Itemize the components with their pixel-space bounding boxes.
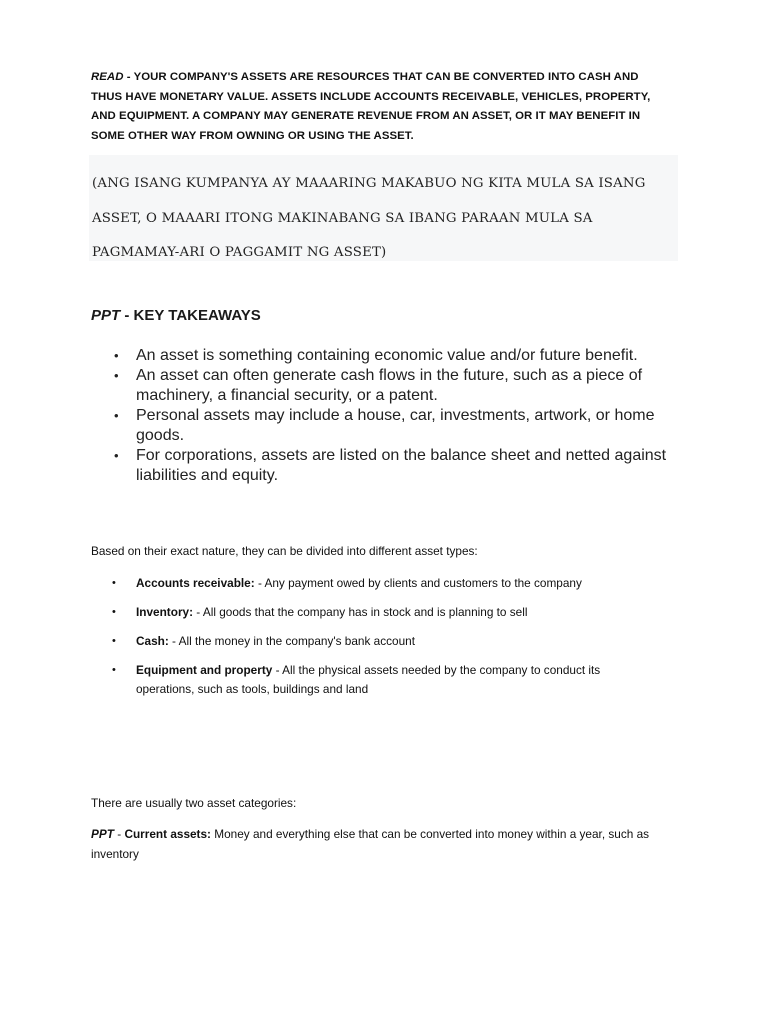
- list-item: [0, 661, 636, 699]
- current-assets-paragraph: [91, 824, 671, 864]
- list-item: [0, 574, 636, 593]
- asset-type-description: - All the money in the company's bank account: [168, 634, 415, 648]
- ppt-label: PPT: [91, 307, 121, 324]
- key-takeaways-title: KEY TAKEAWAYS: [133, 307, 261, 324]
- ppt-label: PPT: [91, 827, 114, 841]
- list-item: [0, 346, 676, 366]
- asset-type-term: Cash:: [136, 634, 169, 648]
- current-assets-description: Money and everything else that can be converted into money within a year, such as inventory: [91, 827, 650, 861]
- translation-text: (ANG ISANG KUMPANYA AY MAAARING MAKABUO NG KITA MULA SA ISANG ASSET, O MAAARI ITONG MAKINABANG SA IBANG PARAAN MULA SA PAGMAMAY-ARI O PAGGAMIT NG ASSET): [92, 176, 646, 260]
- read-text: YOUR COMPANY'S ASSETS ARE RESOURCES THAT CAN BE CONVERTED INTO CASH AND THUS HAVE MONETARY VALUE. ASSETS INCLUDE ACCOUNTS RECEIVABLE, VEHICLES, PROPERTY, AND EQUIPMENT. A COMPANY MAY GENERATE REVENUE FROM AN ASSET, OR IT MAY BENEFIT IN SOME OTHER WAY FROM OWNING OR USING THE ASSET.: [91, 71, 651, 142]
- asset-types-list: [0, 574, 636, 709]
- read-label: READ: [91, 71, 124, 83]
- asset-type-description: - All the physical assets needed by the company to conduct its operations, such as tools, buildings and land: [136, 663, 601, 696]
- list-item: [0, 446, 676, 486]
- asset-type-term: Equipment and property: [136, 663, 273, 677]
- list-item-text: An asset is something containing economic value and/or future benefit.: [136, 347, 638, 364]
- bullet-icon: •: [114, 368, 119, 383]
- bullet-icon: •: [114, 348, 119, 363]
- list-item-text: Personal assets may include a house, car, investments, artwork, or home goods.: [136, 407, 655, 444]
- asset-type-description: - All goods that the company has in stock and is planning to sell: [193, 605, 528, 619]
- key-takeaways-heading: [91, 307, 261, 324]
- read-paragraph: [91, 68, 671, 146]
- bullet-icon: •: [114, 408, 119, 423]
- bullet-icon: •: [112, 606, 116, 618]
- bullet-icon: •: [112, 635, 116, 647]
- bullet-icon: •: [112, 664, 116, 676]
- bullet-icon: •: [114, 448, 119, 463]
- list-item-text: For corporations, assets are listed on the balance sheet and netted against liabilities and equity.: [136, 447, 667, 484]
- list-item-text: An asset can often generate cash flows in the future, such as a piece of machinery, a financial security, or a patent.: [136, 367, 643, 404]
- translation-box: [89, 155, 678, 261]
- list-item: [0, 632, 636, 651]
- ppt-separator: -: [113, 827, 125, 841]
- key-takeaways-list: [0, 346, 676, 486]
- ppt-separator: -: [120, 307, 134, 324]
- asset-types-intro: Based on their exact nature, they can be divided into different asset types:: [91, 544, 478, 558]
- list-item: [0, 603, 636, 622]
- list-item: [0, 406, 676, 446]
- read-separator: -: [123, 71, 134, 83]
- bullet-icon: •: [112, 577, 116, 589]
- list-item: [0, 366, 676, 406]
- asset-categories-intro: There are usually two asset categories:: [91, 796, 297, 810]
- asset-type-term: Accounts receivable:: [136, 576, 255, 590]
- asset-type-term: Inventory:: [136, 605, 194, 619]
- current-assets-term: Current assets:: [124, 827, 211, 841]
- asset-type-description: - Any payment owed by clients and customers to the company: [254, 576, 582, 590]
